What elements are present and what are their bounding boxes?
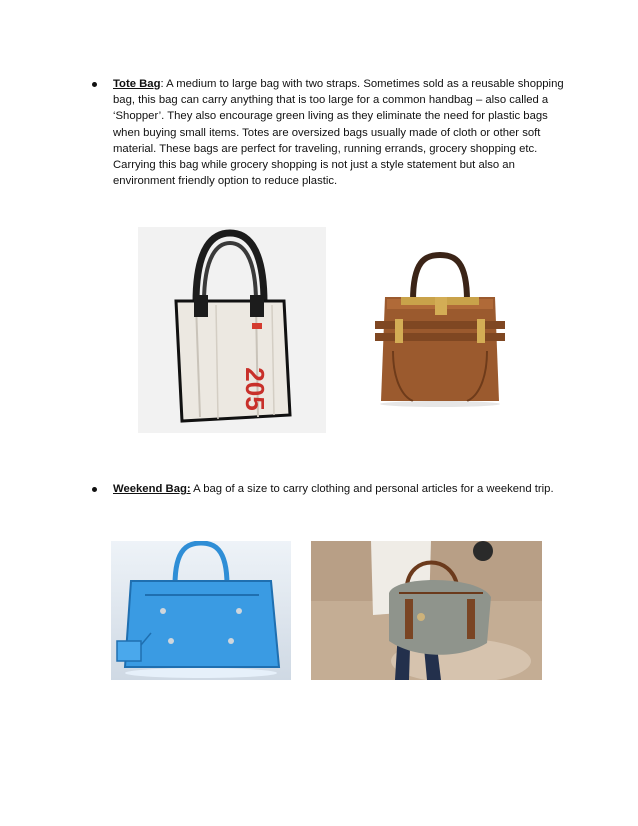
- tote-bag-paragraph: [113, 76, 570, 189]
- canvas-tote-bag-photo: [138, 227, 326, 433]
- tote-bag-term: Tote Bag: [113, 78, 161, 90]
- tote-bag-list-item: [92, 76, 570, 189]
- tote-bag-separator: :: [160, 78, 164, 90]
- weekend-bag-list-item: [92, 481, 570, 497]
- weekend-bag-paragraph: [113, 481, 570, 497]
- duffel-weekend-bag-photo: [311, 541, 542, 680]
- leather-tote-bag-photo: [373, 251, 507, 407]
- weekend-bag-term: Weekend Bag:: [113, 483, 191, 495]
- weekend-bag-description: A bag of a size to carry clothing and personal articles for a weekend trip.: [190, 483, 554, 495]
- bullet-icon: [92, 487, 97, 492]
- blue-weekend-bag-photo: [111, 541, 291, 680]
- tote-canvas-number: 205: [240, 367, 270, 411]
- tote-bag-description: A medium to large bag with two straps. Sometimes sold as a reusable shopping bag, this bag can carry anything that is too large for a common handbag – also called a ‘Shopper’. They also encourage green living as they eliminate the need for plastic bags when buying small items. Totes are oversized bags usually made of cloth or other soft material. These bags are perfect for traveling, running errands, grocery shopping etc. Carrying this bag while grocery shopping is not just a style statement but also an environment friendly option to reduce plastic.: [113, 78, 564, 188]
- bullet-icon: [92, 82, 97, 87]
